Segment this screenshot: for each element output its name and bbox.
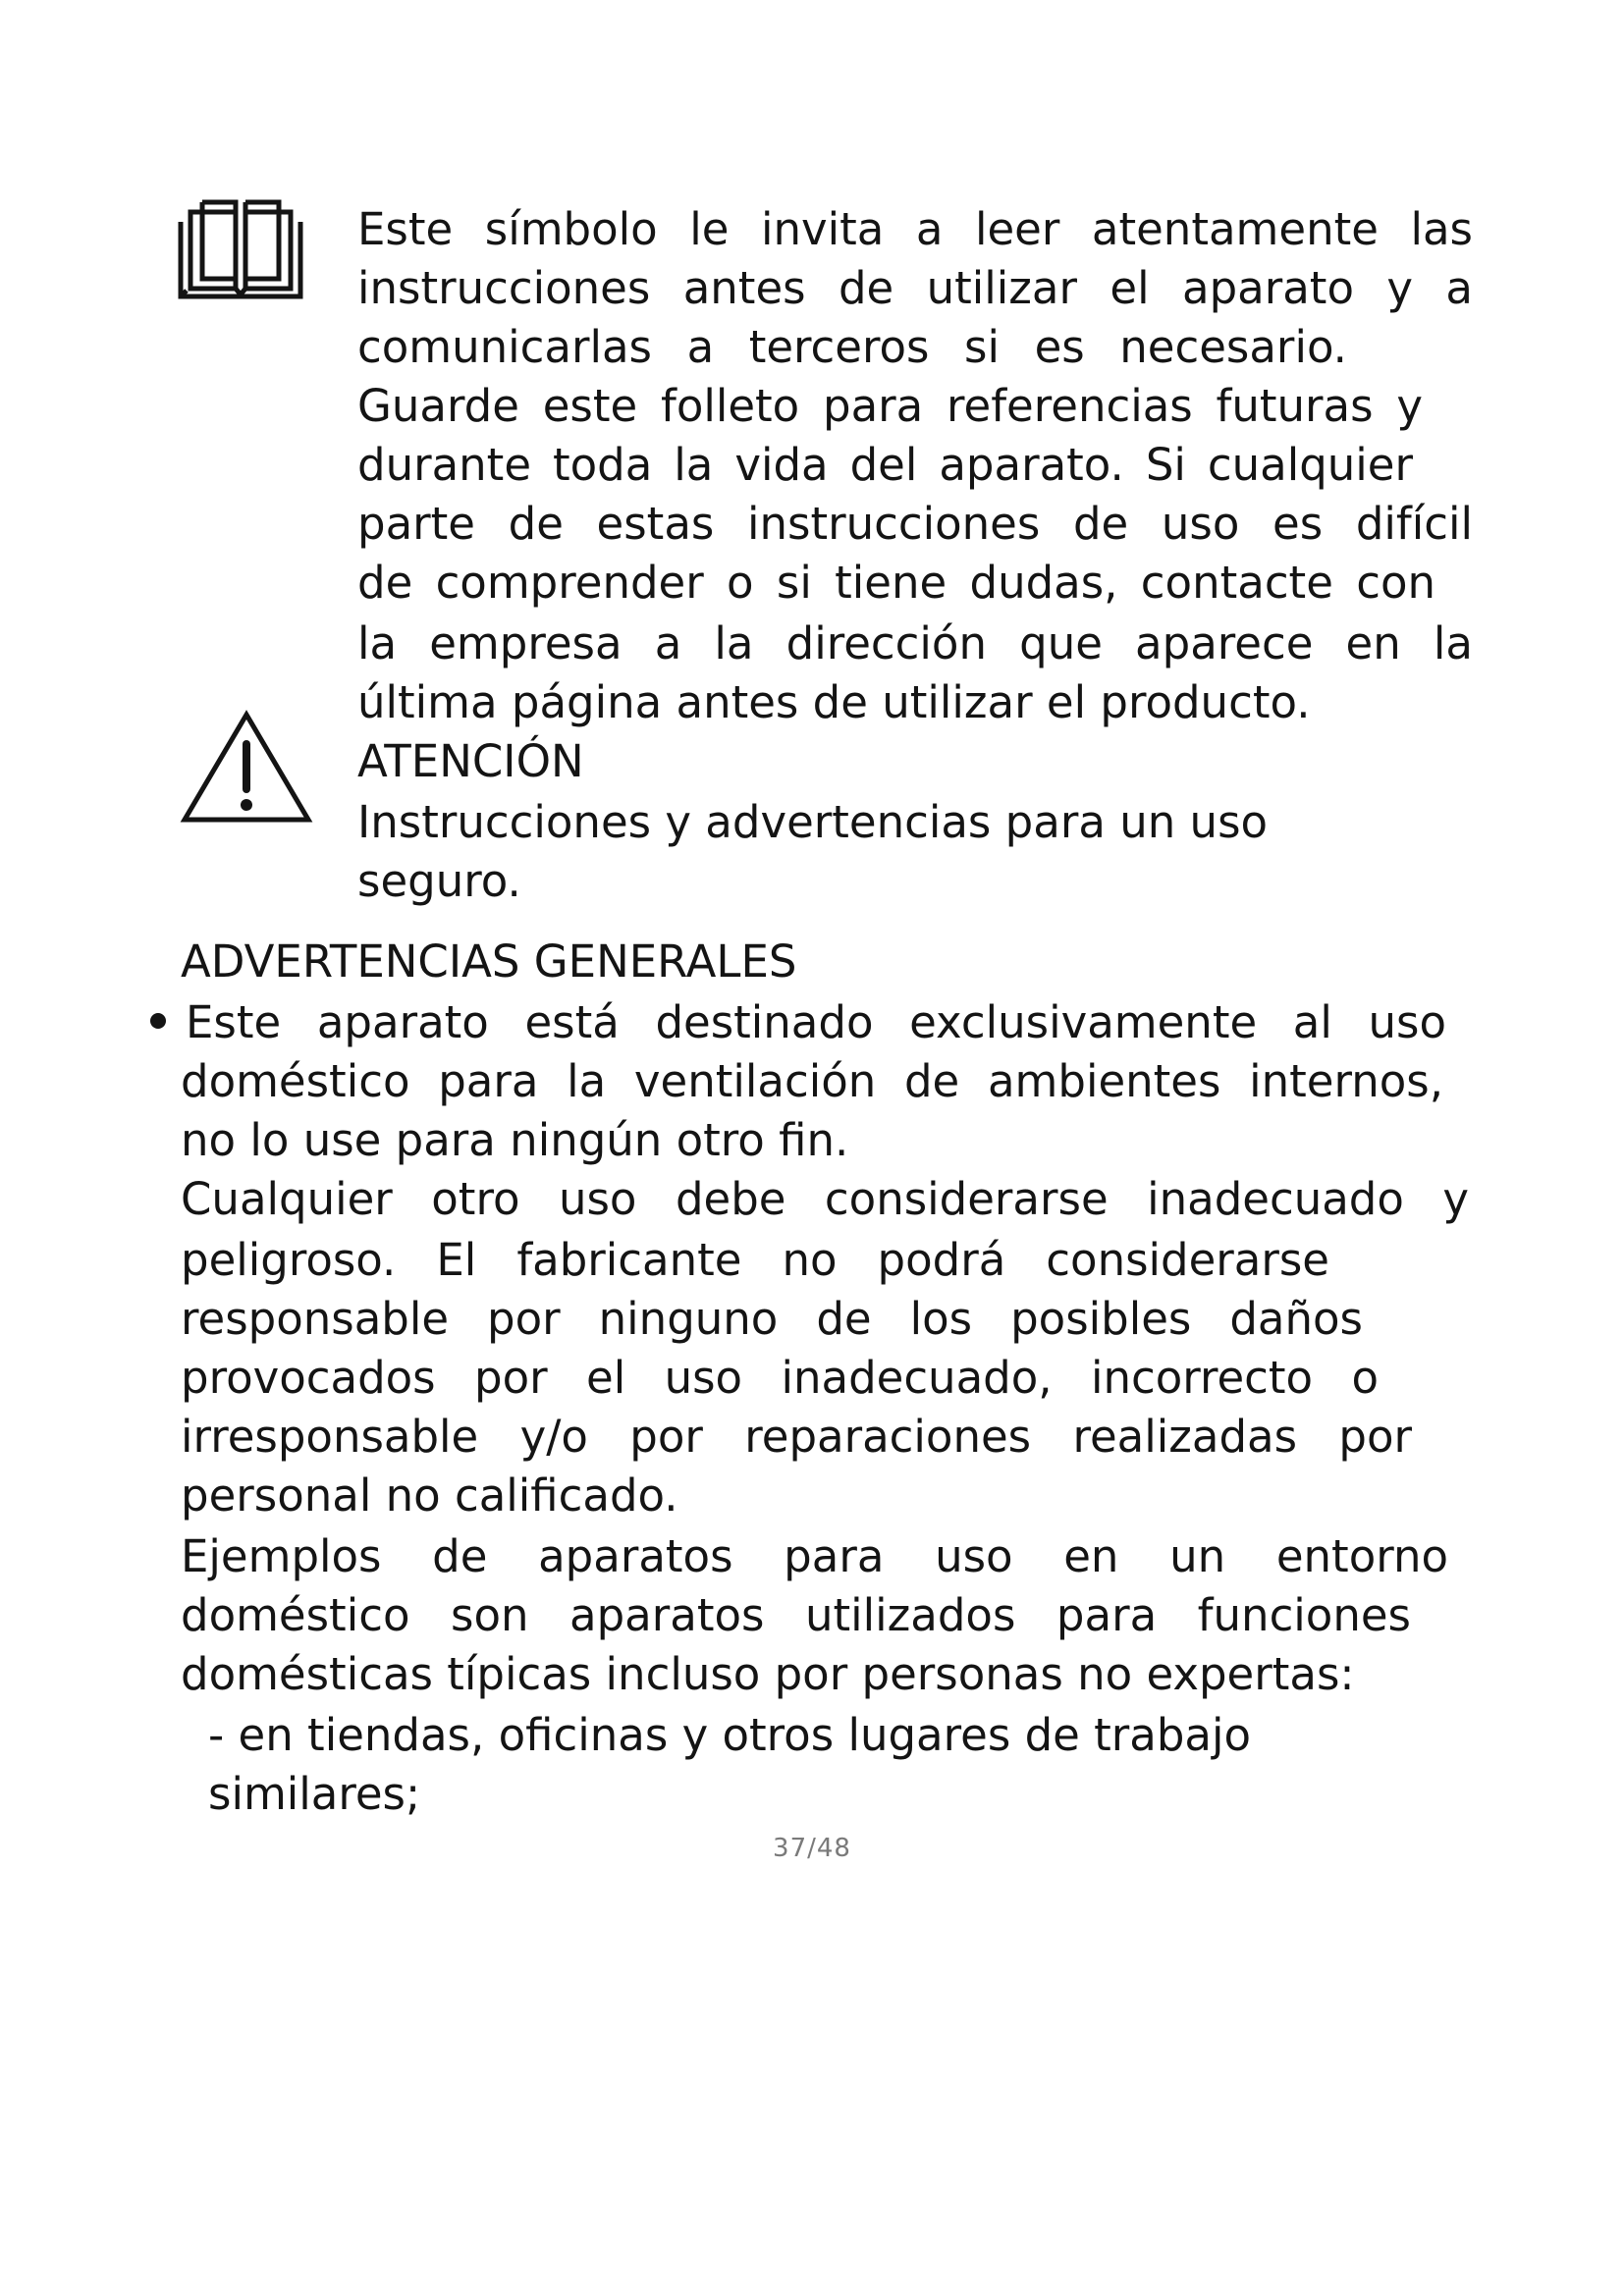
intro-line: la empresa a la dirección que aparece en la bbox=[357, 617, 1473, 669]
attention-line: seguro. bbox=[357, 855, 521, 907]
bullet-first-line: Este aparato está destinado exclusivamente al uso bbox=[186, 996, 1446, 1048]
intro-line: instrucciones antes de utilizar el aparato y a bbox=[357, 262, 1473, 314]
body-line: irresponsable y/o por reparaciones realizadas por bbox=[181, 1411, 1412, 1463]
intro-line: durante toda la vida del aparato. Si cualquier bbox=[357, 439, 1413, 491]
body-line: provocados por el uso inadecuado, incorrecto o bbox=[181, 1352, 1379, 1404]
open-book-icon bbox=[177, 194, 304, 302]
body-line: responsable por ninguno de los posibles daños bbox=[181, 1293, 1363, 1345]
intro-line: comunicarlas a terceros si es necesario. bbox=[357, 321, 1347, 373]
attention-title: ATENCIÓN bbox=[357, 735, 584, 787]
body-line: personal no calificado. bbox=[181, 1469, 678, 1522]
body-line: doméstico son aparatos utilizados para funciones bbox=[181, 1589, 1411, 1641]
intro-line: última página antes de utilizar el producto. bbox=[357, 676, 1311, 728]
sub-item-line: - en tiendas, oficinas y otros lugares de trabajo bbox=[208, 1709, 1252, 1761]
intro-line: Este símbolo le invita a leer atentamente las bbox=[357, 203, 1473, 255]
warning-triangle-icon bbox=[180, 709, 313, 825]
attention-line: Instrucciones y advertencias para un uso bbox=[357, 796, 1269, 848]
body-line: peligroso. El fabricante no podrá considerarse bbox=[181, 1234, 1329, 1286]
sub-item-line: similares; bbox=[208, 1768, 421, 1820]
section-heading: ADVERTENCIAS GENERALES bbox=[181, 935, 797, 988]
body-line: Ejemplos de aparatos para uso en un entorno bbox=[181, 1530, 1448, 1582]
bullet-icon bbox=[150, 1013, 166, 1029]
body-line: no lo use para ningún otro fin. bbox=[181, 1114, 849, 1166]
intro-line: Guarde este folleto para referencias futuras y bbox=[357, 380, 1423, 432]
body-line: domésticas típicas incluso por personas no expertas: bbox=[181, 1648, 1355, 1700]
intro-line: parte de estas instrucciones de uso es difícil bbox=[357, 498, 1473, 550]
intro-line: de comprender o si tiene dudas, contacte con bbox=[357, 557, 1435, 609]
body-line: doméstico para la ventilación de ambientes internos, bbox=[181, 1055, 1443, 1107]
page-number: 37/48 bbox=[773, 1834, 851, 1863]
body-line: Cualquier otro uso debe considerarse inadecuado y bbox=[181, 1173, 1469, 1225]
